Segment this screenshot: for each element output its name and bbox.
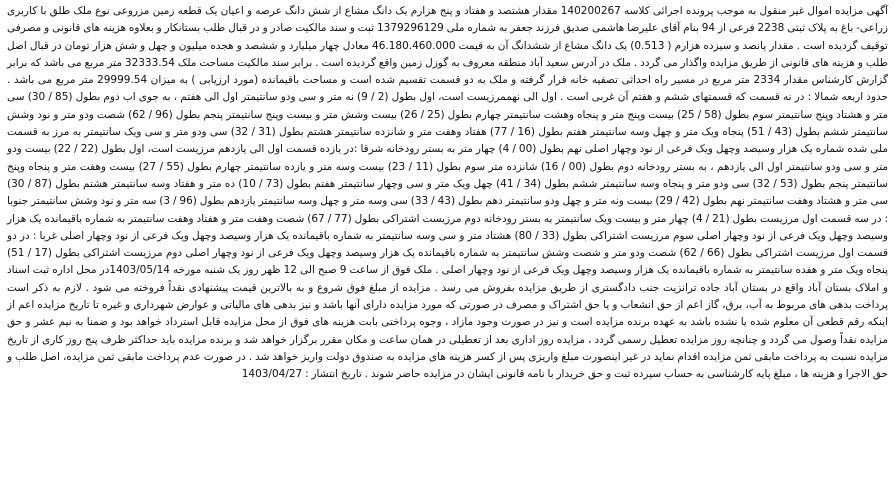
auction-notice-text: آگهی مزایده اموال غیر منقول به موجب پرونده اجرائی کلاسه 140200267 مقدار هشتصد و هفتاد و پنج هزارم یک دانگ مشاع از شش دانگ عرصه و اعیان یک قطعه زمین مزروعی نوع ملک طلق با کاربری زراعی- باغ به پلاک ثبتی 2238 فرعی از 94 بنام آقای علیرضا هاشمی صدیق فرزند جعفر به شماره ملی 1379296129 ثبت و سند مالکیت صادر و در قبال طلب بستانکار و بعلاوه هزینه های قانونی و مصرفی توقیف گردیده است . مقدار پانصد و سیزده هزارم ( 0.513) یک دانگ مشاع از ششدانگ آن به قیمت 46.180.460.000 معادل چهار میلیارد و ششصد و هجده میلیون و چهل و شش هزار تومان در قبال اصل طلب و هزینه های قانونی از طریق مزایده واگذار می گردد . ملک در آدرس سعید آباد منطقه معروف به گوزل زمین واقع گردیده است . برابر سند مالکیت مساحت ملک 32333.54 متر مربع می باشد که برابر گزارش کارشناس مقدار 2334 متر مربع در مسیر راه احداثی تصفیه خانه قرار گرفته و ملک به دو قسمت تقسیم شده است و مساحت باقیمانده (مورد ارزیابی ) به میزان 29999.54 متر مربع می باشد . حدود اربعه شمالا : در نه قسمت که قسمتهای ششم و هفتم آن غربی است . اول الی نهممرزیست است، اول بطول (2 / 9) نه متر و سی ودو سانتیمتر اول الی هفتم ، به جوی اب دوم بطول (85 / 30) سی متر و هشتاد وپنج سانتیمتر سوم بطول (58 / 25) بیست وپنج متر و پنجاه وهشت سانتیمتر چهارم بطول (25 / 26) بیست وشش متر و بیست وپنج سانتیمتر پنجم بطول (96 / 62) شصت ودو متر و نود وشش سانتیمتر ششم بطول (43 / 51) پنجاه ویک متر و چهل وسه سانتیمتر هفتم بطول (16 / 77) هفتاد وهفت متر و شانزده سانتیمتر هشتم بطول (31 / 32) سی ودو متر و سی ویک سانتیمتر به مرز به قسمت ملی شده شماره یک هزار وسیصد وچهل ویک فرعی از نود وچهار اصلی نهم بطول (00 / 4) چهار متر به بستر رودخانه شرقا :در یازده قسمت اول الی یازدهم مرزیست است، اول بطول (22 / 22) بیست ودو متر و سی ودو سانتیمتر اول الی یازدهم ، به بستر رودخانه دوم بطول (00 / 16) شانزده متر سوم بطول (11 / 23) بیست وسه متر و یازده سانتیمتر چهارم بطول (55 / 27) بیست وهفت متر و پنجاه وپنج سانتیمتر پنجم بطول (53 / 32) سی ودو متر و پنجاه وسه سانتیمتر ششم بطول (34 / 41) چهل ویک متر و سی وچهار سانتیمتر هفتم بطول (73 / 10) ده متر و هفتاد وسه سانتیمتر هشتم بطول (87 / 30) سی متر و هشتاد وهفت سانتیمتر نهم بطول (42 / 29) بیست ونه متر و چهل ودو سانتیمتر دهم بطول (43 / 33) سی وسه متر و چهل وسه سانتیمتر یازدهم بطول (96 / 3) سه متر و نود وشش سانتیمتر جنوبا : در سه قسمت اول مرزیست بطول (21 / 4) چهار متر و بیست ویک سانتیمتر به بستر رودخانه دوم مرزیست اشتراکی بطول (77 / 67) شصت وهفت متر و هفتاد وهفت سانتیمتر به شماره باقیمانده یک هزار وسیصد وچهل ویک فرعی از نود وچهار اصلی سوم مرزیست اشتراکی بطول (33 / 80) هشتاد متر و سی وسه سانتیمتر به شماره باقیمانده یک هزار وسیصد وچهل ویک فرعی از نود وچهار اصلی غربا : در دو قسمت اول مرزیست اشتراکی بطول (66 / 62) شصت ودو متر و شصت وشش سانتیمتر به شماره باقیمانده یک هزار وسیصد وچهل ویک فرعی از نود وچهار اصلی دوم مرزیست اشتراکی بطول (17 / 51) پنجاه ویک متر و هفده سانتیمتر به شماره باقیمانده یک هزار وسیصد وچهل ویک فرعی از نود وچهار اصلی . ملک فوق از ساعت 9 صبح الی 12 ظهر روز یک شنبه مورخه 1403/05/14در محل اداره ثبت اسناد و املاک بستان آباد واقع در بستان آباد جاده ترانزیت جنب دادگستری از طریق مزایده بفروش می رسد . مزایده از مبلغ فوق شروع و به بالاترین قیمت پیشنهادی نقداً فروخته می شود . لازم به ذکر است پرداخت بدهی های مربوط به آب، برق، گاز اعم از حق انشعاب و یا حق اشتراک و مصرف در صورتی که مورد مزایده دارای آنها باشد و نیز بدهی های مالیاتی و عوارض شهرداری و غیره تا تاریخ مزایده اعم از اینکه رقم قطعی آن معلوم شده یا نشده باشد به عهده برنده مزایده است و نیز در صورت وجود مازاد ، وجوه پرداختی بابت هزینه های فوق از محل مزایده قابل استرداد خواهد بود و ضمنا به نیم عشر و حق مزایده نقداً وصول می گردد و چنانچه روز مزایده تعطیل رسمی گردد ، مزایده روز اداری بعد از تعطیلی در همان ساعت و مکان مقرر برگزار خواهد شد و برنده مزایده باید حداکثر ظرف پنج روز کاری از تاریخ مزایده نسبت به پرداخت مابقی ثمن مزایده اقدام نماید در غیر اینصورت مبلغ واریزی پس از کسر هزینه های مزایده به صندوق دولت واریز خواهد شد . در صورت عدم پرداخت مابقی ثمن مزایده، اصل طلب و حق الاجرا و هزینه ها ، مبلغ پایه کارشناسی به حساب سپرده ثبت و حق خریدار با نامه قانونی ایشان در مزایده حاضر شوند . تاریخ انتشار : 1403/04/27 — [7, 5, 889, 381]
